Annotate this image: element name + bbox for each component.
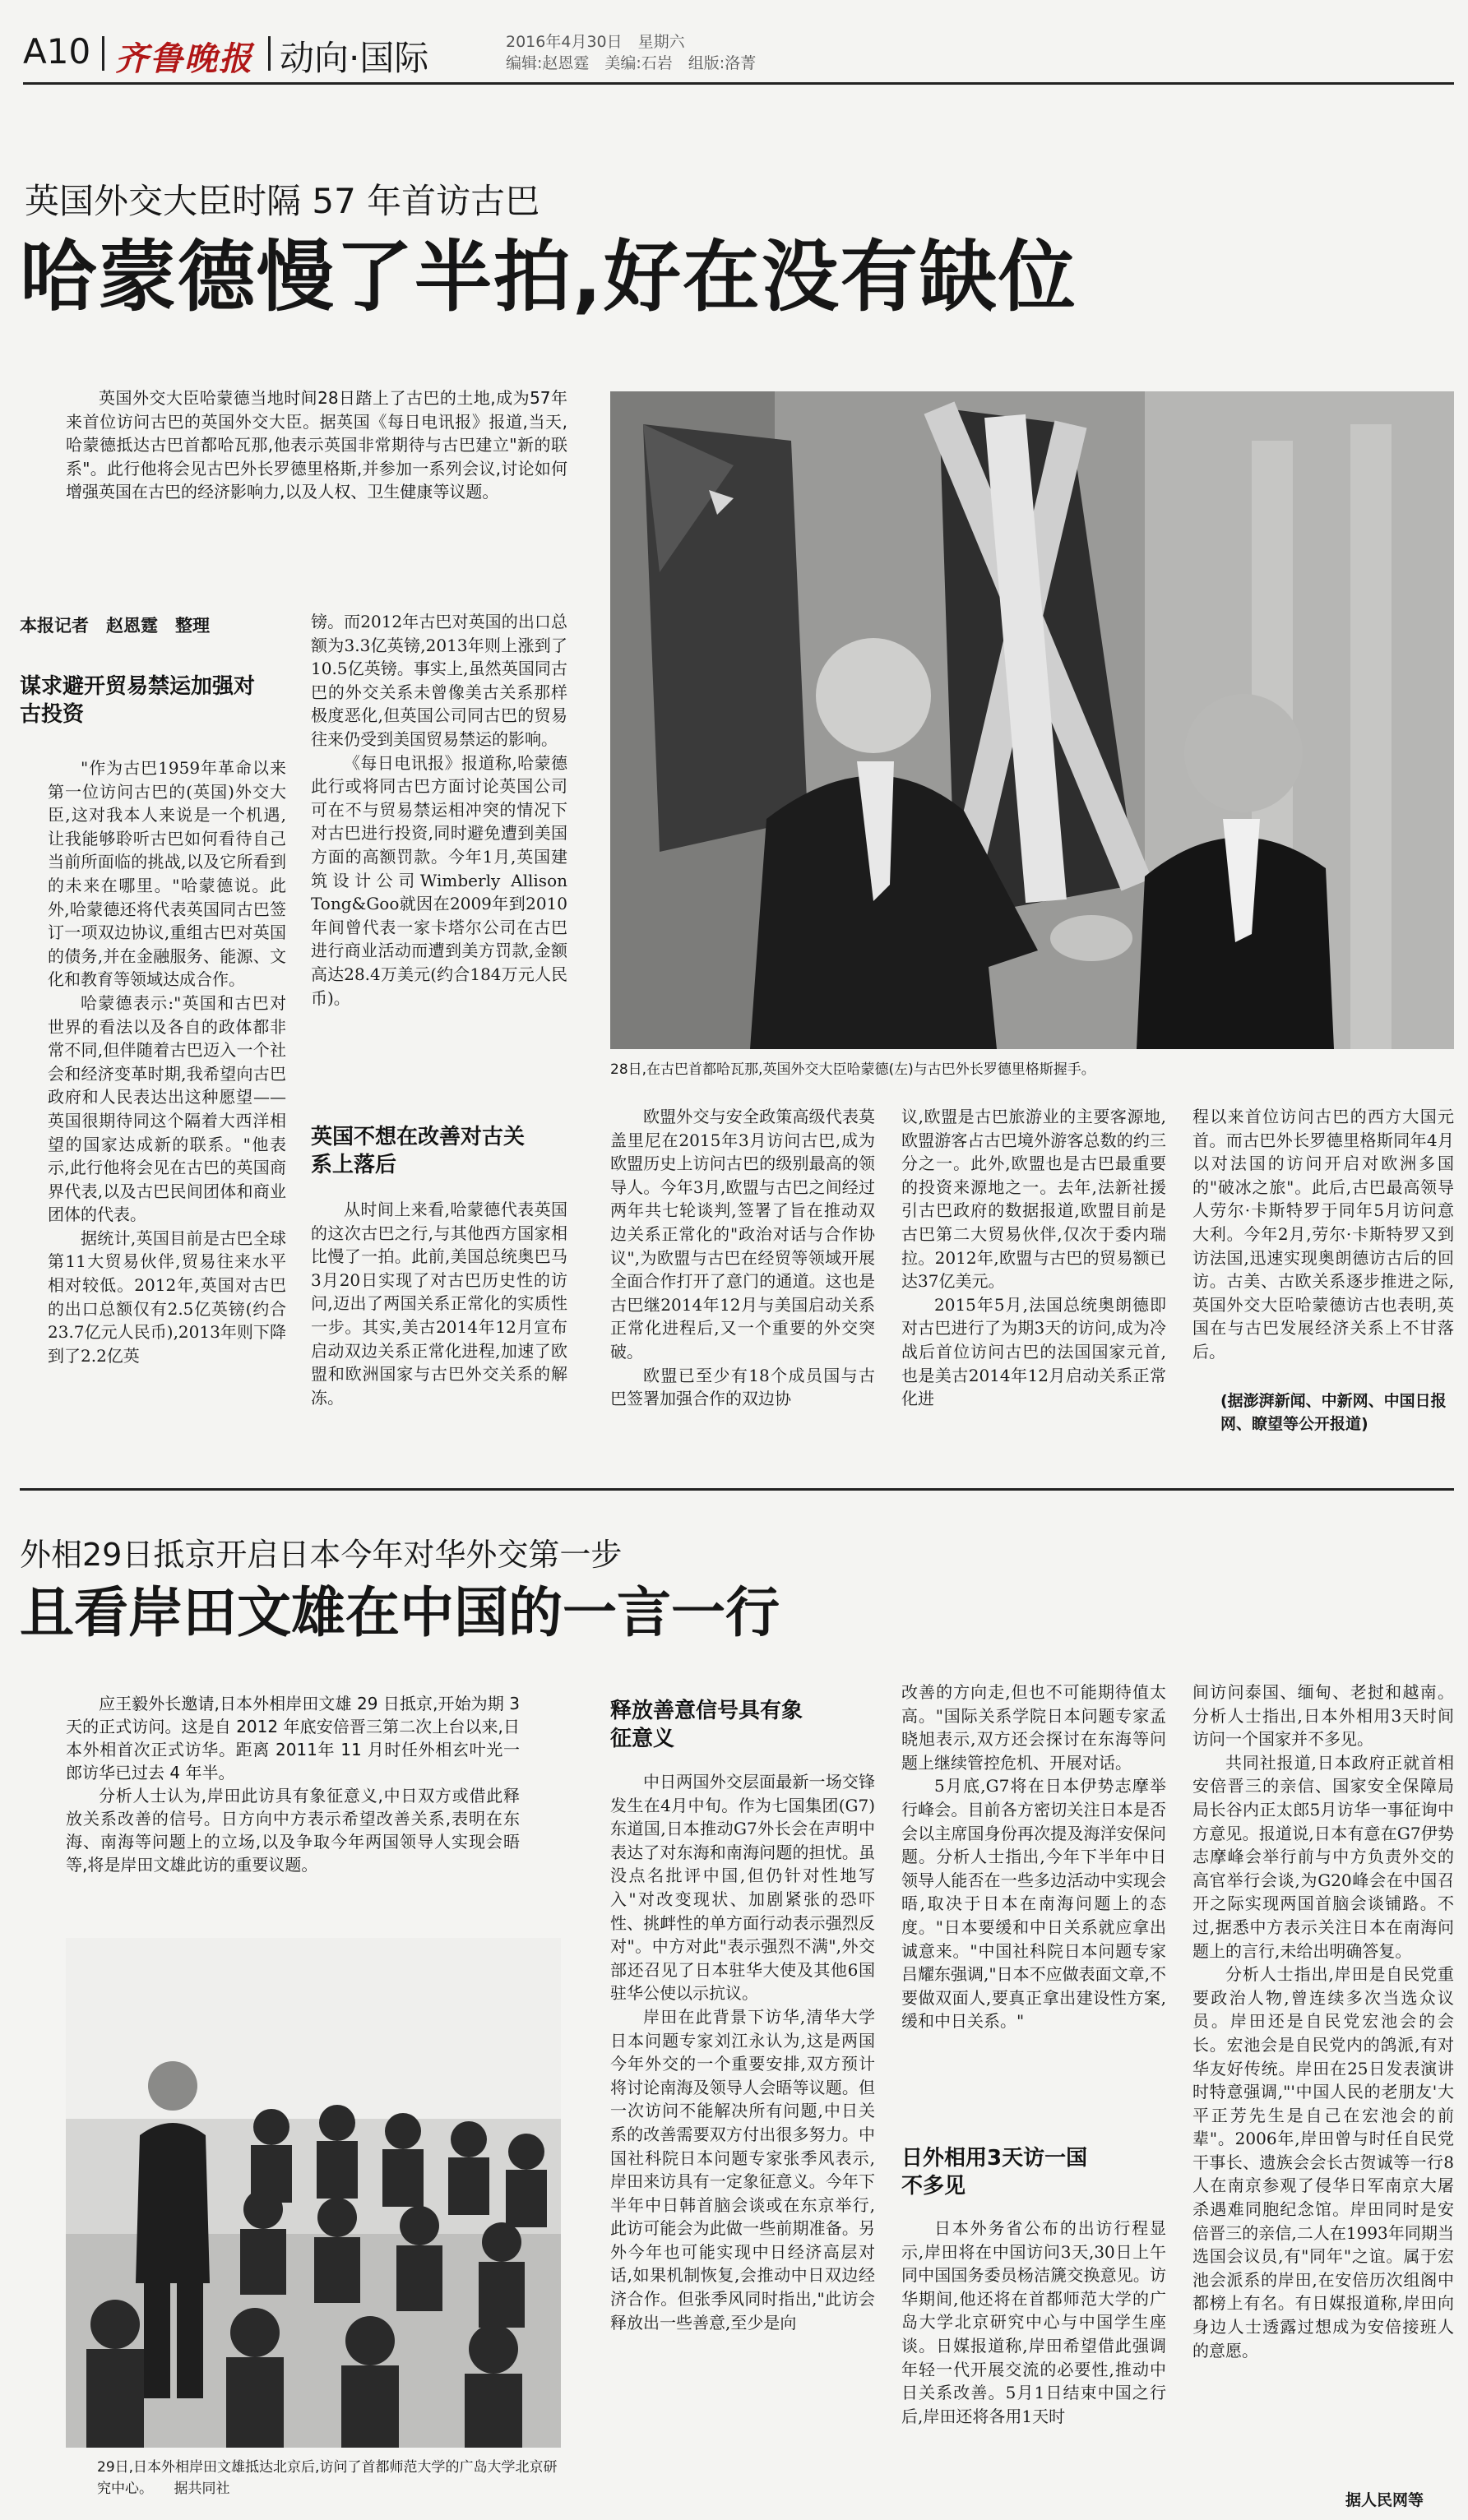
article2-column-3 <box>901 1681 1166 2033</box>
page-number: A10 <box>23 31 91 72</box>
article1-column-5 <box>1192 1105 1454 1364</box>
article1-col2b-paragraph: 从时间上来看,哈蒙德代表英国的这次古巴之行,与其他西方国家相比慢了一拍。此前,美国总统奥巴马3月20日实现了对古巴历史性的访问,迈出了两国关系正常化的实质性一步。其实,美古2014年12月宣布启动双边关系正常化进程,加速了欧盟和欧洲国家与古巴外交关系的解冻。 <box>311 1200 567 1408</box>
article1-col5-paragraph: 程以来首位访问古巴的西方大国元首。而古巴外长罗德里格斯同年4月以对法国的访问开启对欧洲多国的"破冰之旅"。此后,古巴最高领导人劳尔·卡斯特罗于同年5月访问意大利。今年2月,劳尔·卡斯特罗又到访法国,迅速实现奥朗德访古后的回访。古美、古欧关系逐步推进之际,英国外交大臣哈蒙德访古也表明,英国在与古巴发展经济关系上不甘落后。 <box>1192 1107 1454 1362</box>
article2-kicker: 外相29日抵京开启日本今年对华外交第一步 <box>20 1537 623 1573</box>
issue-date: 2016年4月30日 星期六 <box>506 33 685 51</box>
newspaper-logo: 齐鲁晚报 <box>115 39 253 78</box>
article2-lead-paragraph: 分析人士认为,岸田此访具有象征意义,中日双方或借此释放关系改善的信号。日方向中方表示希望改善关系,表明在东海、南海等问题上的立场,以及争取今年两国领导人实现会晤等,将是岸田文雄此访的重要议题。 <box>66 1786 520 1875</box>
article2-lead-paragraph: 应王毅外长邀请,日本外相岸田文雄 29 日抵京,开始为期 3 天的正式访问。这是自 2012 年底安倍晋三第二次上台以来,日本外相首次正式访华。距离 2011年 11 月时任外相玄叶光一郎访华已过去 4 年半。 <box>66 1694 520 1782</box>
article2-col3-paragraph: 改善的方向走,但也不可能期待值太高。"国际关系学院日本问题专家孟晓旭表示,双方还会探讨在东海等问题上继续管控危机、开展对话。 <box>901 1682 1166 1773</box>
article1-subhead-2: 英国不想在改善对古关系上落后 <box>311 1125 526 1177</box>
article2-subhead-2: 日外相用3天访一国不多见 <box>901 2146 1088 2199</box>
article1-headline: 哈蒙德慢了半拍,好在没有缺位 <box>20 233 1077 322</box>
article2-col2-paragraph: 岸田在此背景下访华,清华大学日本问题专家刘江永认为,这是两国今年外交的一个重要安排,双方预计将讨论南海及领导人会晤等议题。但一次访问不能解决所有问题,中日关系的改善需要双方付出很多努力。中国社科院日本问题专家张季风表示,岸田来访具有一定象征意义。今年下半年中日韩首脑会谈或在东京举行,此访可能会为此做一些前期准备。另外今年也可能实现中日经济高层对话,如果机制恢复,会推动中日双边经济合作。但张季风同时指出,"此访会释放出一些善意,至少是向 <box>610 2006 875 2333</box>
article2-headline: 且看岸田文雄在中国的一言一行 <box>20 1581 780 1644</box>
staff-credits: 编辑:赵恩霆 美编:石岩 组版:洛菁 <box>506 54 757 72</box>
article2-source: 据人民网等 <box>1345 2491 1424 2509</box>
article1-column-2 <box>311 610 567 1010</box>
article2-col3b-paragraph: 日本外务省公布的出访行程显示,岸田将在中国访问3天,30日上午同中国国务委员杨洁篪交换意见。访华期间,他还将在首都师范大学的广岛大学北京研究中心与中国学生座谈。日媒报道称,岸田希望借此强调年轻一代开展交流的必要性,推动中日关系改善。5月1日结束中国之行后,岸田还将各用1天时 <box>901 2218 1166 2426</box>
handshake-photo-image <box>610 391 1454 1049</box>
article2-col4-paragraph: 共同社报道,日本政府正就首相安倍晋三的亲信、国家安全保障局局长谷内正太郎5月访华一事征询中方意见。报道说,日本有意在G7伊势志摩峰会举行前与中方负责外交的高官举行会谈,为G20峰会在中国召开之际实现两国首脑会谈铺路。不过,据悉中方表示关注日本在南海问题上的言行,未给出明确答复。 <box>1192 1752 1454 1961</box>
article-separator <box>20 1488 1454 1491</box>
handshake-photo <box>610 391 1454 1049</box>
article2-subhead-1: 释放善意信号具有象征意义 <box>610 1699 803 1751</box>
header-divider-2 <box>268 36 271 71</box>
article1-col1-paragraph: "作为古巴1959年革命以来第一位访问古巴的(英国)外交大臣,这对我本人来说是一个机遇,让我能够聆听古巴如何看待自己当前所面临的挑战,以及它所看到的未来在哪里。"哈蒙德说。此外,哈蒙德还将代表英国同古巴签订一项双边协议,重组古巴对英国的债务,并在金融服务、能源、文化和教育等领域达成合作。 <box>48 758 286 990</box>
article2-column-2 <box>610 1770 875 2334</box>
article1-col2-paragraph: 《每日电讯报》报道称,哈蒙德此行或将同古巴方面讨论英国公司可在不与贸易禁运相冲突的情况下对古巴进行投资,同时避免遭到美国方面的高额罚款。今年1月,英国建筑设计公司Wimberly Allison Tong&Goo就因在2009年到2010年间曾代表一家卡塔尔公司在古巴进行商业活动而遭到美方罚款,金额高达28.4万美元(约合184万元人民币)。 <box>311 752 567 1008</box>
article1-column-2b <box>311 1198 567 1409</box>
article1-kicker: 英国外交大臣时隔 57 年首访古巴 <box>25 181 540 221</box>
article1-column-4 <box>901 1105 1166 1411</box>
kishida-photo <box>66 1938 561 2448</box>
masthead-rule <box>23 82 1454 85</box>
article2-col4-paragraph: 间访问泰国、缅甸、老挝和越南。分析人士指出,日本外相用3天时间访问一个国家并不多见。 <box>1192 1682 1454 1750</box>
kishida-photo-image <box>66 1938 561 2448</box>
article2-column-4 <box>1192 1681 1454 2362</box>
header-divider-1 <box>102 36 104 71</box>
article1-subhead-1: 谋求避开贸易禁运加强对古投资 <box>20 674 256 727</box>
article1-source: (据澎湃新闻、中新网、中国日报网、瞭望等公开报道) <box>1220 1392 1447 1433</box>
article2-column-3b <box>901 2217 1166 2428</box>
article1-col1-paragraph: 哈蒙德表示:"英国和古巴对世界的看法以及各自的政体都非常不同,但伴随着古巴迈入一个社会和经济变革时期,我希望向古巴政府和人民表达出这种愿望——英国很期待同这个隔着大西洋相望的国家达成新的联系。"他表示,此行他将会见在古巴的英国商界代表,以及古巴民间团体和商业团体的代表。 <box>48 992 286 1225</box>
kishida-photo-caption: 29日,日本外相岸田文雄抵达北京后,访问了首都师范大学的广岛大学北京研究中心。 据共同社 <box>97 2459 558 2497</box>
article1-col1-paragraph: 据统计,英国目前是古巴全球第11大贸易伙伴,贸易往来水平相对较低。2012年,英国对古巴的出口总额仅有2.5亿英镑(约合23.7亿元人民币),2013年则下降到了2.2亿英 <box>48 1228 286 1366</box>
article1-col4-paragraph: 议,欧盟是古巴旅游业的主要客源地,欧盟游客占古巴境外游客总数的约三分之一。此外,欧盟也是古巴最重要的投资来源地之一。去年,法新社援引古巴政府的数据报道,欧盟目前是古巴第二大贸易伙伴,仅次于委内瑞拉。2012年,欧盟与古巴的贸易额已达37亿美元。 <box>901 1107 1166 1292</box>
article2-col3-paragraph: 5月底,G7将在日本伊势志摩举行峰会。目前各方密切关注日本是否会以主席国身份再次提及海洋安保问题。分析人士指出,今年下半年中日领导人能否在一些多边活动中实现会晤,取决于日本在南海问题上的态度。"日本要缓和中日关系就应拿出诚意来。"中国社科院日本问题专家吕耀东强调,"日本不应做表面文章,不要做双面人,要真正拿出建设性方案,缓和中日关系。" <box>901 1776 1166 2032</box>
article1-column-1 <box>48 756 286 1367</box>
article1-col4-paragraph: 2015年5月,法国总统奥朗德即对古巴进行了为期3天的访问,成为冷战后首位访问古巴的法国国家元首,也是美古2014年12月启动关系正常化进 <box>901 1294 1166 1409</box>
article1-col3-paragraph: 欧盟已至少有18个成员国与古巴签署加强合作的双边协 <box>610 1365 875 1409</box>
article2-lead <box>66 1692 520 1876</box>
article2-col2-paragraph: 中日两国外交层面最新一场交锋发生在4月中旬。作为七国集团(G7)东道国,日本推动G7外长会在声明中表达了对东海和南海问题的担忧。虽没点名批评中国,但仍针对性地写入"对改变现状、加剧紧张的恐吓性、挑衅性的单方面行动表示强烈反对"。中方对此"表示强烈不满",外交部还召见了日本驻华大使及其他6国驻华公使以示抗议。 <box>610 1772 875 2004</box>
article1-column-3 <box>610 1105 875 1411</box>
article1-col3-paragraph: 欧盟外交与安全政策高级代表莫盖里尼在2015年3月访问古巴,成为欧盟历史上访问古巴的级别最高的领导人。今年3月,欧盟与古巴之间经过两年共七轮谈判,签署了旨在推动双边关系正常化的"政治对话与合作协议",为欧盟与古巴在经贸等领域开展全面合作打开了意门的通道。这也是古巴继2014年12月与美国启动关系正常化进程后,又一个重要的外交突破。 <box>610 1107 875 1362</box>
article1-byline: 本报记者 赵恩霆 整理 <box>20 616 210 636</box>
article1-lead: 英国外交大臣哈蒙德当地时间28日踏上了古巴的土地,成为57年来首位访问古巴的英国外交大臣。据英国《每日电讯报》报道,当天,哈蒙德抵达古巴首都哈瓦那,他表示英国非常期待与古巴建立"新的联系"。此行他将会见古巴外长罗德里格斯,并参加一系列会议,讨论如何增强英国在古巴的经济影响力,以及人权、卫生健康等议题。 <box>66 388 567 502</box>
section-title: 动向·国际 <box>280 38 429 78</box>
handshake-photo-caption: 28日,在古巴首都哈瓦那,英国外交大臣哈蒙德(左)与古巴外长罗德里格斯握手。 <box>610 1061 1095 1078</box>
article2-col4-paragraph: 分析人士指出,岸田是自民党重要政治人物,曾连续多次当选众议员。岸田还是自民党宏池会的会长。宏池会是自民党内的鸽派,有对华友好传统。岸田在25日发表演讲时特意强调,"'中国人民的老朋友'大平正芳先生是自己在宏池会的前辈"。2006年,岸田曾与时任自民党干事长、遗族会会长古贺诚等一行8人在南京参观了侵华日军南京大屠杀遇难同胞纪念馆。岸田同时是安倍晋三的亲信,二人在1993年同期当选国会议员,有"同年"之谊。属于宏池会派系的岸田,在安倍历次组阁中都榜上有名。有日媒报道称,岸田向身边人士透露过想成为安倍接班人的意愿。 <box>1192 1964 1454 2360</box>
article1-col2-paragraph: 镑。而2012年古巴对英国的出口总额为3.3亿英镑,2013年则上涨到了10.5亿英镑。事实上,虽然英国同古巴的外交关系未曾像美古关系那样极度恶化,但英国公司同古巴的贸易往来仍受到美国贸易禁运的影响。 <box>311 612 567 749</box>
